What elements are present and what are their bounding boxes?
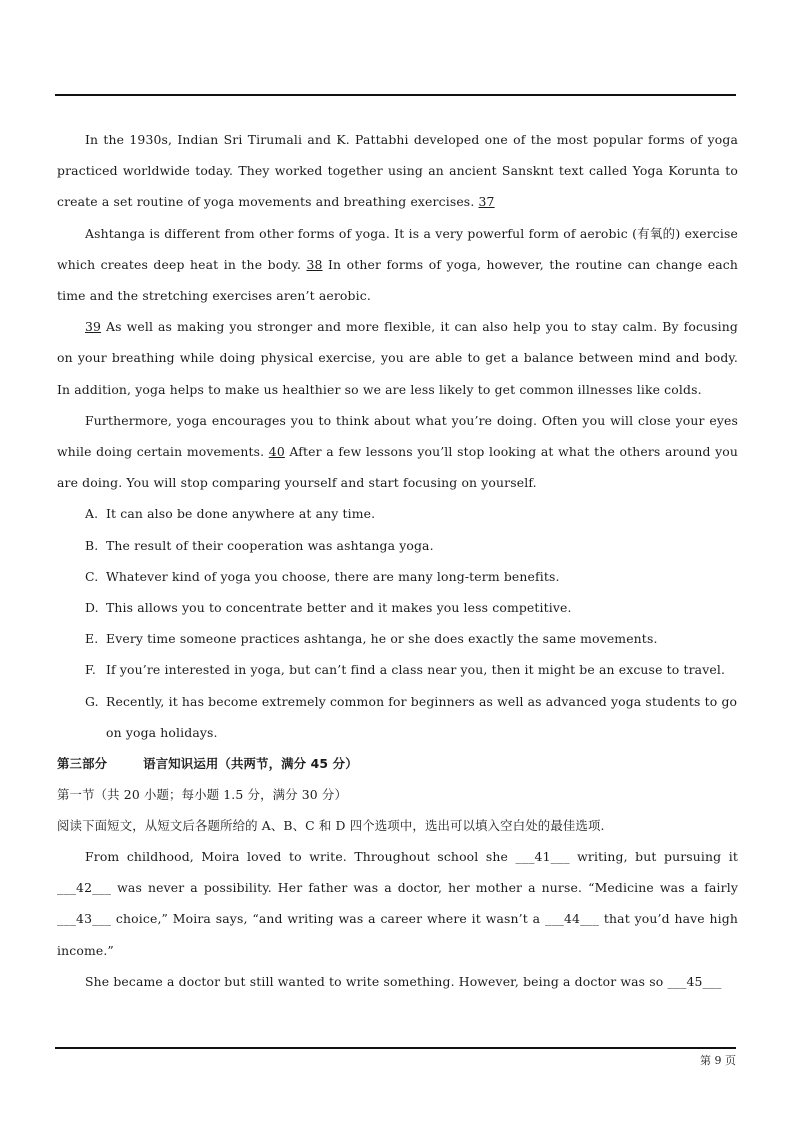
- options-list: [57, 498, 738, 748]
- part3-title: 语言知识运用（共两节，满分 45 分）: [143, 756, 358, 772]
- blank-37: 37: [478, 194, 495, 210]
- cloze-paragraph-1: From childhood, Moira loved to write. Throughout school she ___41___ writing, but pursuing it ___42___ was never a possibility. Her father was a doctor, her mother a nurse. “Medicine was a fairly ___43___ choice,” Moira says, “and writing was a career where it wasn’t a ___44___ that you’d have high income.”: [57, 849, 738, 958]
- section1-heading: 第一节（共 20 小题；每小题 1.5 分，满分 30 分）: [57, 787, 348, 803]
- passage-paragraph-2: [57, 218, 738, 312]
- passage-paragraph-3: [57, 311, 738, 405]
- option-text: Every time someone practices ashtanga, he or she does exactly the same movements.: [106, 631, 658, 647]
- passage-paragraph-1: [57, 124, 738, 218]
- blank-38: 38: [306, 256, 323, 272]
- option-a: [57, 498, 738, 529]
- cloze-paragraph-2: She became a doctor but still wanted to write something. However, being a doctor was so ___45___: [85, 973, 722, 989]
- paragraph-text: As well as making you stronger and more flexible, it can also help you to stay calm. By focusing on your breathing while doing physical exercise, you are able to get a balance between mind and body. In addition, yoga helps to make us healthier so we are less likely to get common illnesses like colds.: [57, 319, 738, 397]
- instructions: 阅读下面短文，从短文后各题所给的 A、B、C 和 D 四个选项中，选出可以填入空白处的最佳选项.: [57, 818, 605, 834]
- part3-label: 第三部分: [57, 756, 108, 772]
- blank-40: 40: [268, 444, 285, 460]
- page-number: 第 9 页: [700, 1054, 736, 1067]
- option-c: [57, 561, 738, 592]
- option-text: If you’re interested in yoga, but can’t find a class near you, then it might be an excuse to travel.: [106, 662, 726, 678]
- page-content: [57, 124, 738, 997]
- option-e: [57, 623, 738, 654]
- option-g: [57, 686, 738, 748]
- option-letter: B.: [85, 537, 99, 553]
- paragraph-text: Ashtanga is different from other forms of yoga. It is a very powerful form of aerobic (有氧的) exercise which creates deep heat in the body.: [57, 225, 738, 272]
- option-letter: D.: [85, 600, 99, 616]
- paragraph-text: In the 1930s, Indian Sri Tirumali and K. Pattabhi developed one of the most popular forms of yoga practiced worldwide today. They worked together using an ancient Sansknt text called Yoga Korunta to create a set routine of yoga movements and breathing exercises.: [57, 132, 738, 210]
- option-letter: G.: [85, 693, 99, 709]
- paragraph-text: After a few lessons you’ll stop looking at what the others around you are doing. You will stop comparing yourself and start focusing on yourself.: [57, 444, 738, 491]
- blank-39: 39: [85, 319, 102, 335]
- option-text: It can also be done anywhere at any time.: [106, 506, 376, 522]
- footer-rule: [55, 1047, 736, 1049]
- paragraph-text: Furthermore, yoga encourages you to think about what you’re doing. Often you will close your eyes while doing certain movements.: [57, 412, 738, 460]
- option-letter: C.: [85, 568, 99, 584]
- option-d: [57, 592, 738, 623]
- option-letter: A.: [85, 506, 99, 522]
- passage-paragraph-4: [57, 405, 738, 499]
- option-text: The result of their cooperation was ashtanga yoga.: [106, 537, 434, 553]
- option-f: [57, 654, 738, 685]
- option-letter: F.: [85, 662, 96, 678]
- option-text: Recently, it has become extremely common for beginners as well as advanced yoga students to go on yoga holidays.: [106, 693, 738, 740]
- option-letter: E.: [85, 631, 99, 647]
- header-rule: [55, 94, 736, 96]
- option-b: [57, 530, 738, 561]
- part3-heading: [57, 748, 738, 779]
- option-text: This allows you to concentrate better and it makes you less competitive.: [106, 600, 572, 616]
- paragraph-text: In other forms of yoga, however, the routine can change each time and the stretching exercises aren’t aerobic.: [57, 256, 739, 304]
- option-text: Whatever kind of yoga you choose, there are many long-term benefits.: [106, 568, 560, 584]
